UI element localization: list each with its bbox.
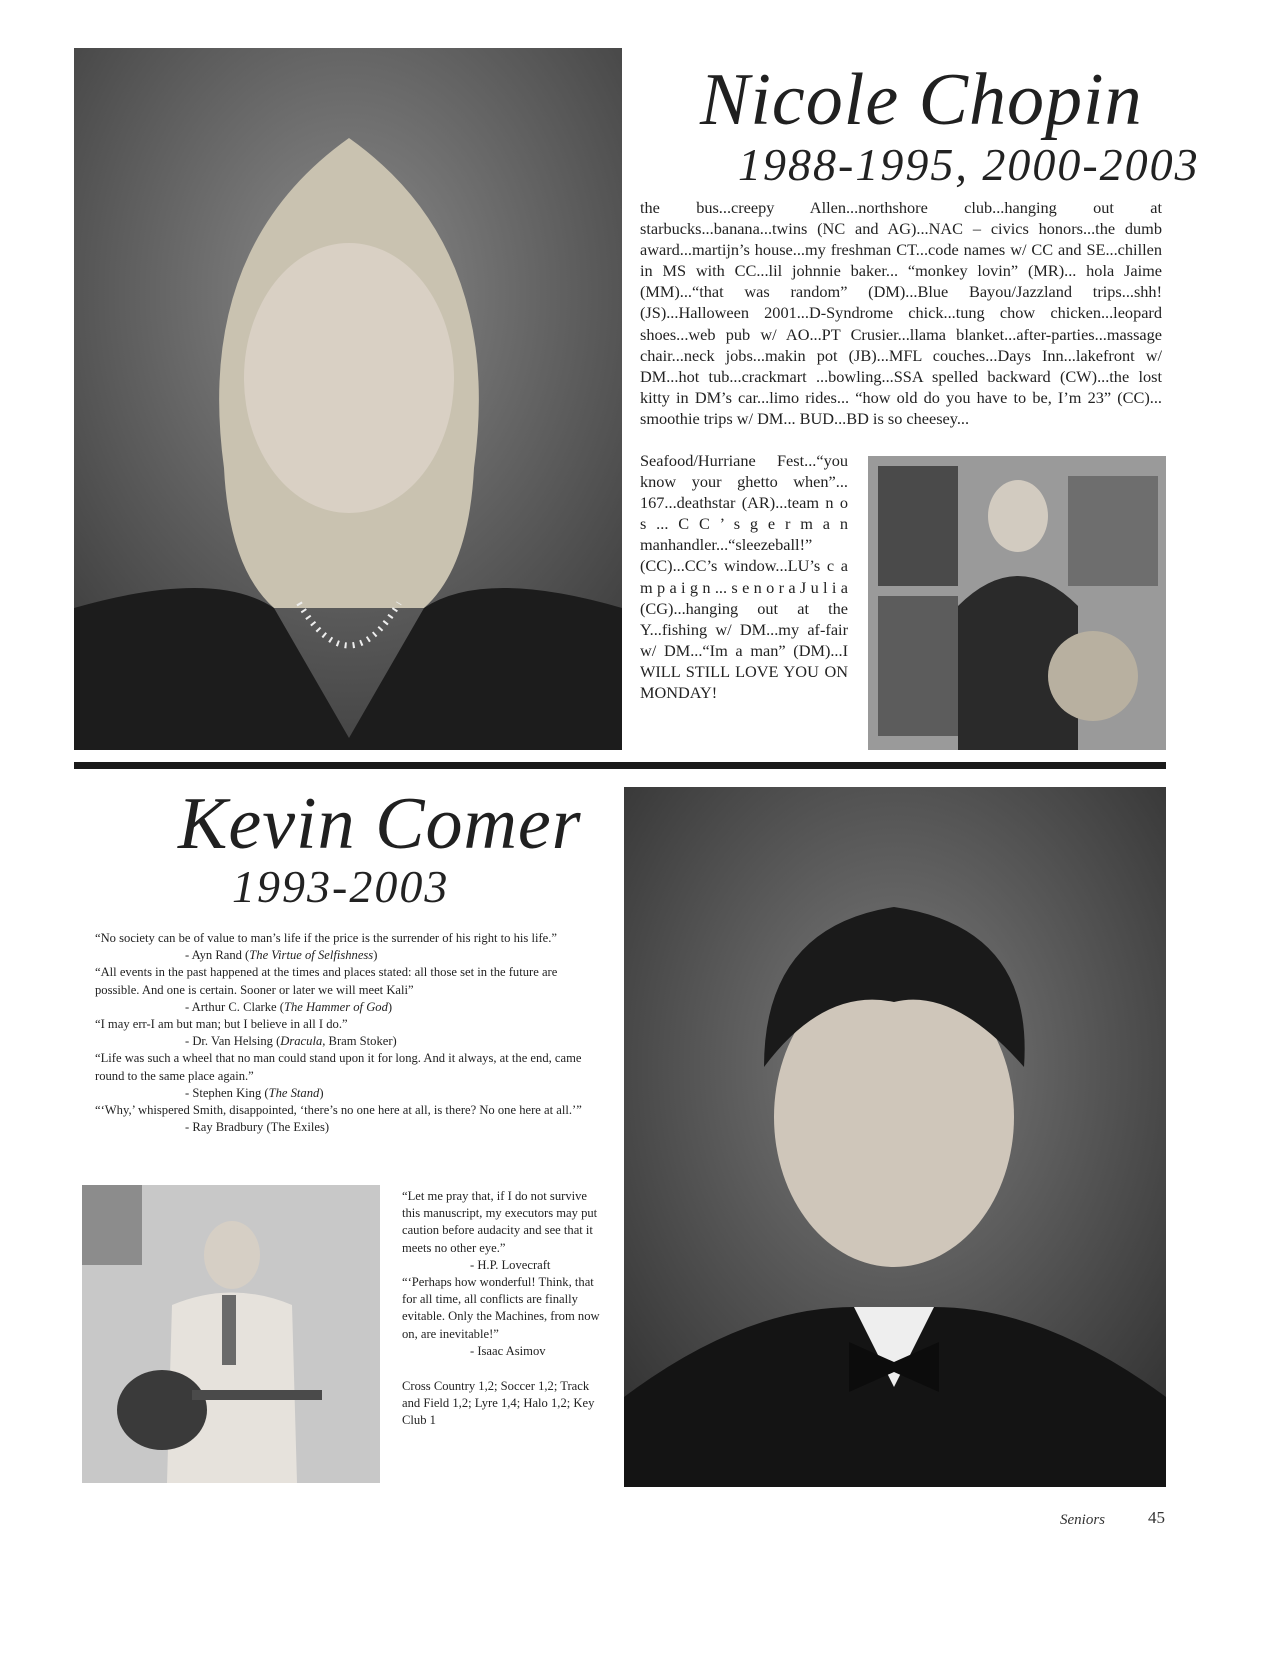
- quote-text: “‘Why,’ whispered Smith, disappointed, ‘there’s no one here at all, is there? No one here at all.’”: [95, 1103, 582, 1118]
- quote-attribution: - Isaac Asimov: [470, 1343, 546, 1358]
- activities-list: Cross Country 1,2; Soccer 1,2; Track and Field 1,2; Lyre 1,4; Halo 1,2; Key Club 1: [402, 1379, 595, 1428]
- section-divider: [74, 762, 1166, 769]
- footer-section-label: Seniors: [1060, 1512, 1105, 1528]
- student-name-kevin: Kevin Comer: [178, 783, 582, 865]
- quote-attribution: - Dr. Van Helsing (Dracula, Bram Stoker): [185, 1034, 397, 1049]
- student-years-nicole: 1988-1995, 2000-2003: [738, 139, 1200, 190]
- quote-attribution: - Stephen King (The Stand): [185, 1085, 324, 1100]
- quote-text: “Let me pray that, if I do not survive this manuscript, my executors may put caution before audacity and see that it meets no other eye.”: [402, 1189, 598, 1255]
- nicole-memories-text: the bus...creepy Allen...northshore club...hanging out at starbucks...banana...twins (NC and AG)...NAC – civics honors...the dumb award...martijn’s house...my freshman CT...code names w/ CC and SE...chillen in MS with CC...lil johnnie baker... “monkey lovin” (MR)... hola Jaime (MM)...“that was random” (DM)...Blue Bayou/Jazzland trips...shh! (JS)...Halloween 2001...D-Syndrome chick...tung chow chicken...leopard shoes...web pub w/ AO...PT Crusier...llama blanket...after-parties...massage chair...neck jobs...makin pot (JB)...MFL couches...Days Inn...lakefront w/ DM...hot tub...crackmart ...bowling...SSA spelled backward (CW)...the lost kitty in DM’s car...limo rides... “how old do you have to be, I’m 23” (CC)... smoothie trips w/ DM... BUD...BD is so cheesey...: [640, 198, 1162, 428]
- student-name-nicole: Nicole Chopin: [700, 59, 1143, 141]
- nicole-candid-photo: [868, 456, 1166, 750]
- kevin-quotes: [95, 930, 595, 1136]
- quote-attribution: - H.P. Lovecraft: [470, 1257, 551, 1272]
- quote-attribution: - Ray Bradbury (The Exiles): [185, 1120, 330, 1135]
- student-years-kevin: 1993-2003: [232, 861, 450, 912]
- page-number: 45: [1148, 1508, 1165, 1527]
- quote-text: “‘Perhaps how wonderful! Think, that for all time, all conflicts are finally evitable. Only the Machines, from now on, are inevitable!”: [402, 1275, 600, 1341]
- quote-attribution: - Arthur C. Clarke (The Hammer of God): [185, 999, 393, 1014]
- kevin-side-quotes: [402, 1188, 607, 1430]
- quote-text: “All events in the past happened at the times and places stated: all those set in the future are possible. And one is certain. Sooner or later we will meet Kali”: [95, 965, 558, 997]
- kevin-candid-photo: [82, 1185, 380, 1483]
- quote-text: “Life was such a wheel that no man could stand upon it for long. And it always, at the end, came round to the same place again.”: [95, 1051, 582, 1083]
- quote-attribution: - Ayn Rand (The Virtue of Selfishness): [185, 948, 378, 963]
- quote-text: “No society can be of value to man’s life if the price is the surrender of his right to his life.”: [95, 931, 557, 945]
- nicole-portrait-photo: [74, 48, 622, 750]
- nicole-memories-text-continued: Seafood/Hurriane Fest...“you know your ghetto when”... 167...deathstar (AR)...team n o s ... C C ’ s g e r m a n manhandler...“sleezeball!” (CC)...CC’s window...LU’s c a m p a i g n ... s e n o r a J u l i a (CG)...hanging out at the Y...fishing w/ DM...my af-fair w/ DM...“Im a man” (DM)...I WILL STILL LOVE YOU ON MONDAY!: [640, 451, 848, 703]
- kevin-portrait-photo: [624, 787, 1166, 1487]
- quote-text: “I may err-I am but man; but I believe in all I do.”: [95, 1017, 348, 1032]
